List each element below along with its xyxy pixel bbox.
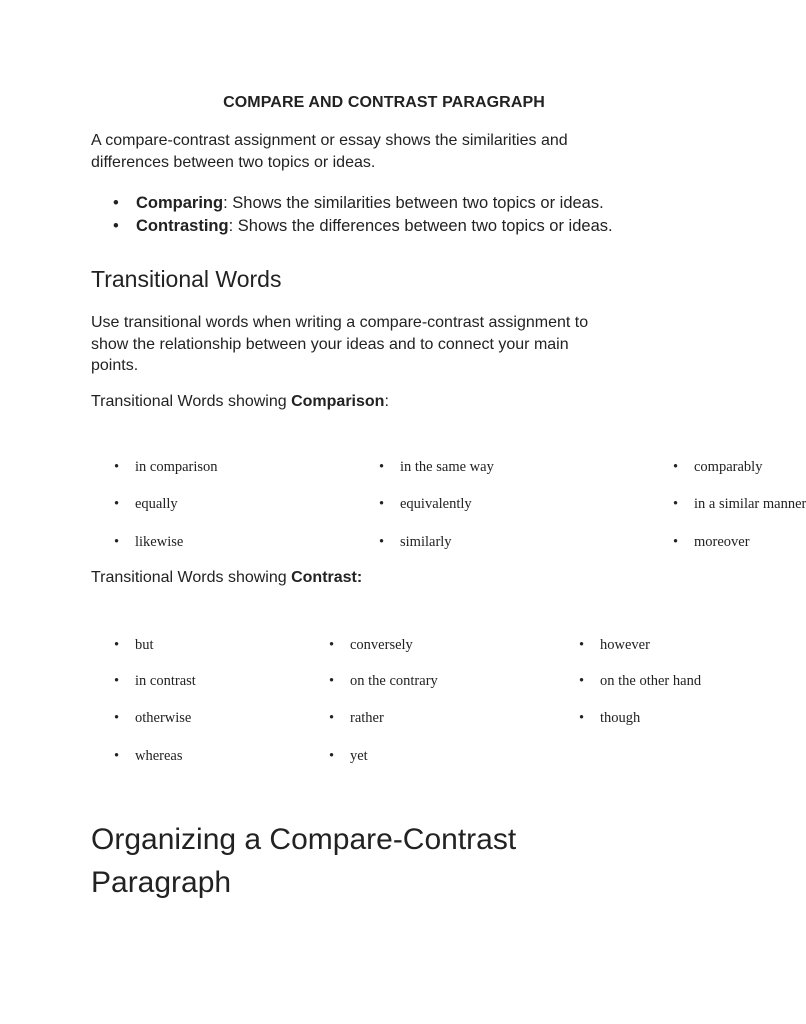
bullet-icon: • [329,748,335,764]
contrast-word: • conversely [329,637,413,653]
bullet-icon: • [114,710,120,726]
transitional-line-3: points. [91,357,139,374]
contrast-intro-prefix: Transitional Words showing [91,569,292,586]
bullet-icon: • [329,673,335,689]
transitional-paragraph [91,312,691,377]
intro-line-1: A compare-contrast assignment or essay shows the similarities and [91,132,568,149]
bullet-icon: • [579,637,585,653]
bullet-icon: • [114,748,120,764]
contrast-word: • on the other hand [579,673,702,689]
bullet-icon: • [673,496,679,512]
bullet-icon: • [113,217,119,235]
transitional-words-heading: Transitional Words [91,266,282,292]
contrast-word: • otherwise [114,710,192,726]
comparison-word: • moreover [673,534,750,550]
bullet-icon: • [114,496,120,512]
comparison-word: • likewise [114,534,184,550]
contrast-word: • whereas [114,748,183,764]
intro-paragraph [91,130,681,173]
comparison-word: • similarly [379,534,452,550]
comparison-intro-prefix: Transitional Words showing [91,393,292,410]
bullet-icon: • [379,534,385,550]
organizing-heading [91,818,691,904]
bullet-icon: • [379,459,385,475]
contrast-word: • rather [329,710,384,726]
bullet-icon: • [114,534,120,550]
bullet-icon: • [114,637,120,653]
bullet-icon: • [579,710,585,726]
comparison-word: • equivalently [379,496,472,512]
contrast-intro [91,569,362,587]
contrast-word: • but [114,637,154,653]
intro-line-2: differences between two topics or ideas. [91,153,376,171]
comparison-word: • in a similar manner [673,496,806,512]
definition-text: : Shows the differences between two topics or ideas. [228,217,613,235]
contrast-word: • in contrast [114,673,196,689]
bullet-icon: • [673,459,679,475]
contrast-word: • yet [329,748,368,764]
contrast-word: • on the contrary [329,673,438,689]
contrast-word: • however [579,637,650,653]
definition-item-comparing [91,192,731,215]
comparison-word: • in comparison [114,459,218,475]
comparison-word: • equally [114,496,178,512]
transitional-line-1: Use transitional words when writing a compare-contrast assignment to [91,314,589,331]
comparison-word: • in the same way [379,459,494,475]
transitional-line-2: show the relationship between your ideas and to connect your main [91,335,569,353]
bullet-icon: • [673,534,679,550]
bullet-icon: • [114,673,120,689]
comparison-intro-term: Comparison [291,393,385,410]
contrast-word: • though [579,710,641,726]
bullet-icon: • [114,459,120,475]
bullet-icon: • [113,194,119,212]
definition-text: : Shows the similarities between two topics or ideas. [223,194,604,212]
organizing-heading-line-1: Organizing a Compare-Contrast [91,823,517,856]
document-title: COMPARE AND CONTRAST PARAGRAPH [223,94,545,111]
contrast-intro-term: Contrast: [291,569,363,586]
comparison-intro-suffix: : [384,393,389,410]
bullet-icon: • [329,637,335,653]
definition-term: Contrasting [136,217,229,235]
bullet-icon: • [579,673,585,689]
bullet-icon: • [329,710,335,726]
definition-term: Comparing [136,194,224,212]
comparison-word: • comparably [673,459,763,475]
comparison-intro [91,393,389,411]
definition-list [91,192,731,238]
organizing-heading-line-2: Paragraph [91,866,232,899]
bullet-icon: • [379,496,385,512]
definition-item-contrasting [91,215,731,238]
